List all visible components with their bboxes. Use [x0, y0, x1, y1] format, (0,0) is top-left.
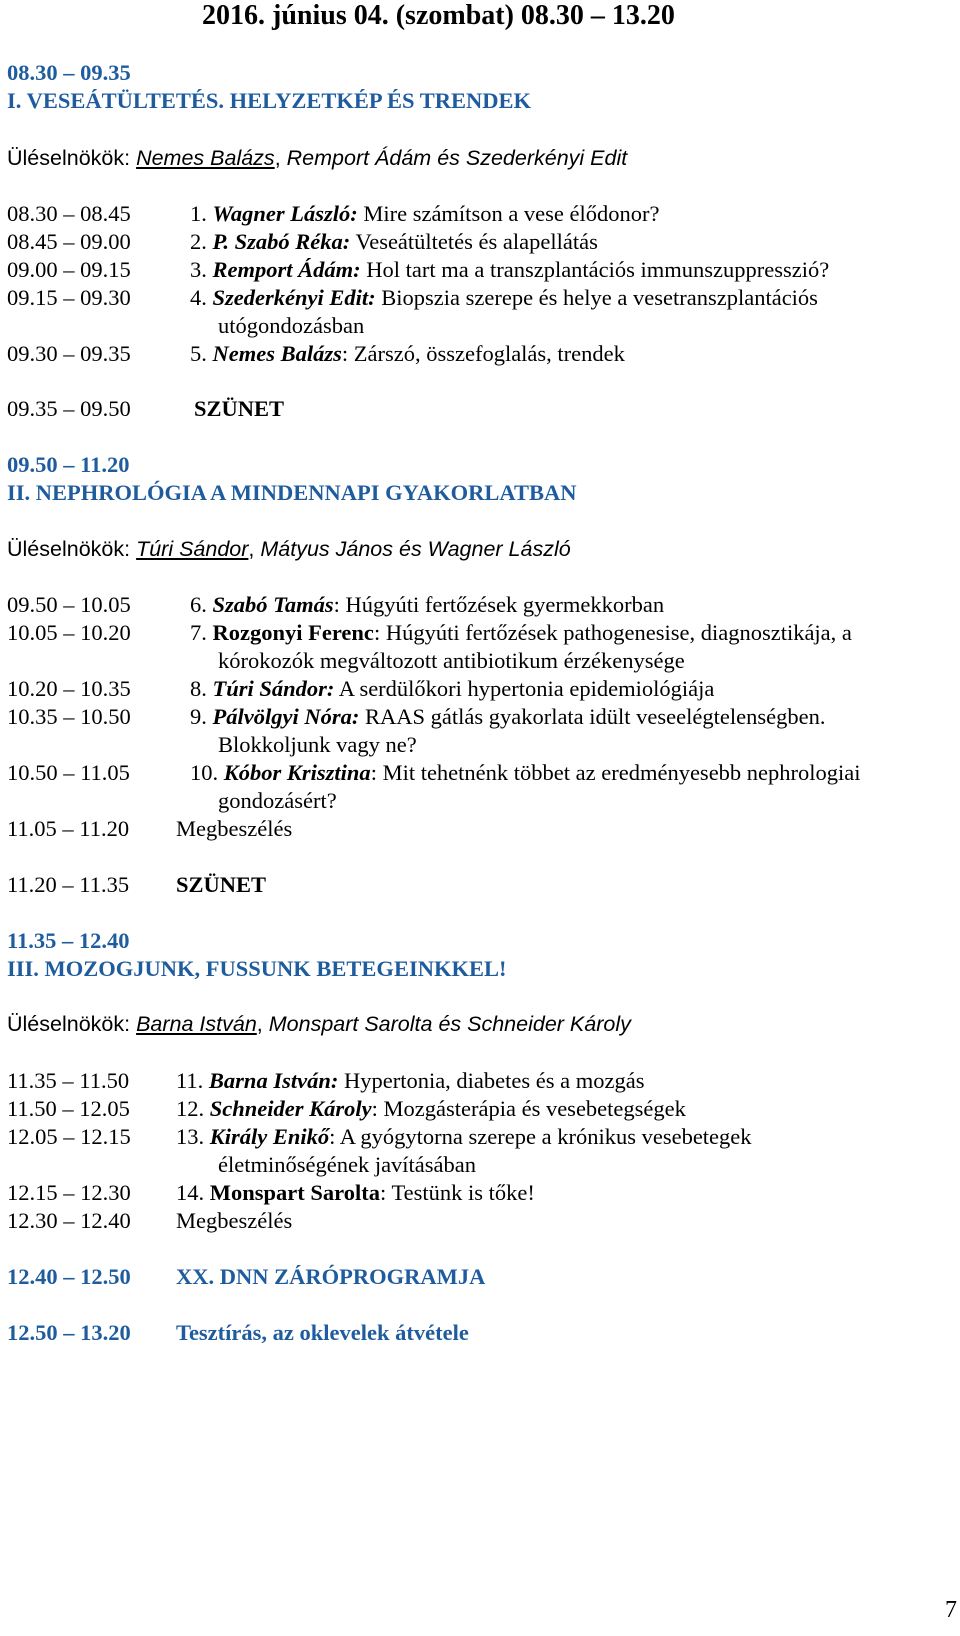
talk-time: 09.50 – 10.05 [7, 592, 131, 617]
chair-others: Mátyus János és Wagner László [260, 537, 571, 561]
talk-time: 08.30 – 08.45 [7, 201, 131, 226]
talk-time: 12.30 – 12.40 [7, 1208, 131, 1233]
section-1-time: 08.30 – 09.35 [7, 60, 131, 85]
talk-title: : A gyógytorna szerepe a krónikus vesebetegek [329, 1124, 752, 1149]
talk-title: Biopszia szerepe és helye a vesetranszplantációs [375, 285, 818, 310]
break-label: SZÜNET [176, 872, 267, 897]
exam-time: 12.50 – 13.20 [7, 1320, 131, 1345]
talk-title: : Testünk is tőke! [379, 1180, 535, 1205]
talk-time: 09.00 – 09.15 [7, 257, 131, 282]
break-time: 09.35 – 09.50 [7, 396, 131, 421]
talk-item: 9. Pálvölgyi Nóra: RAAS gátlás gyakorlata idült veseelégtelenségben. [190, 704, 826, 729]
talk-title-continued: gondozásért? [218, 788, 337, 813]
section-2-chairs: Üléselnökök: Túri Sándor, Mátyus János és Wagner László [7, 537, 571, 561]
exam-label: Tesztírás, az oklevelek átvétele [176, 1320, 469, 1345]
talk-item: 2. P. Szabó Réka: Veseátültetés és alapellátás [190, 229, 598, 254]
talk-item: 7. Rozgonyi Ferenc: Húgyúti fertőzések pathogenesise, diagnosztikája, a [190, 620, 852, 645]
talk-speaker: Remport Ádám: [212, 257, 361, 282]
talk-time: 10.05 – 10.20 [7, 620, 131, 645]
talk-item: 5. Nemes Balázs: Zárszó, összefoglalás, trendek [190, 341, 625, 366]
chairs-prefix: Üléselnökök: [7, 1012, 137, 1036]
talk-title-continued: életminőségének javításában [218, 1152, 477, 1177]
talk-title-continued: kórokozók megváltozott antibiotikum érzékenysége [218, 648, 685, 673]
section-2-time: 09.50 – 11.20 [7, 452, 130, 477]
talk-time: 08.45 – 09.00 [7, 229, 131, 254]
talk-item: 11. Barna István: Hypertonia, diabetes és a mozgás [176, 1068, 645, 1093]
talk-speaker: Kóbor Krisztina [223, 760, 371, 785]
section-2-title: II. NEPHROLÓGIA A MINDENNAPI GYAKORLATBAN [7, 480, 577, 505]
talk-speaker: Túri Sándor: [212, 676, 335, 701]
talk-item: 8. Túri Sándor: A serdülőkori hypertonia epidemiológiája [190, 676, 715, 701]
talk-time: 10.20 – 10.35 [7, 676, 131, 701]
discussion-label: Megbeszélés [176, 1208, 293, 1233]
talk-time: 12.15 – 12.30 [7, 1180, 131, 1205]
chair-others: Monspart Sarolta és Schneider Károly [268, 1012, 631, 1036]
chairs-prefix: Üléselnökök: [7, 537, 137, 561]
talk-title-continued: Blokkoljunk vagy ne? [218, 732, 417, 757]
talk-title: Mire számítson a vese élődonor? [357, 201, 660, 226]
talk-speaker: P. Szabó Réka: [212, 229, 351, 254]
talk-item: 10. Kóbor Krisztina: Mit tehetnénk többet az eredményesebb nephrologiai [190, 760, 861, 785]
talk-title: : Húgyúti fertőzések gyermekkorban [333, 592, 665, 617]
discussion-label: Megbeszélés [176, 816, 293, 841]
talk-time: 10.50 – 11.05 [7, 760, 130, 785]
section-1-chairs: Üléselnökök: Nemes Balázs, Remport Ádám és Szederkényi Edit [7, 146, 628, 170]
talk-title: : Mit tehetnénk többet az eredményesebb nephrologiai [370, 760, 861, 785]
talk-title: Veseátültetés és alapellátás [350, 229, 598, 254]
talk-item: 1. Wagner László: Mire számítson a vese élődonor? [190, 201, 660, 226]
talk-time: 11.35 – 11.50 [7, 1068, 130, 1093]
talk-title: Hypertonia, diabetes és a mozgás [338, 1068, 645, 1093]
program-date-heading: 2016. június 04. (szombat) 08.30 – 13.20 [202, 0, 675, 31]
talk-item: 3. Remport Ádám: Hol tart ma a transzplantációs immunszuppresszió? [190, 257, 830, 282]
talk-title: : Zárszó, összefoglalás, trendek [341, 341, 625, 366]
section-3-chairs: Üléselnökök: Barna István, Monspart Sarolta és Schneider Károly [7, 1012, 631, 1036]
closing-time: 12.40 – 12.50 [7, 1264, 131, 1289]
section-3-title: III. MOZOGJUNK, FUSSUNK BETEGEINKKEL! [7, 956, 507, 981]
break-time: 11.20 – 11.35 [7, 872, 130, 897]
talk-title: : Mozgásterápia és vesebetegségek [371, 1096, 686, 1121]
talk-time: 11.05 – 11.20 [7, 816, 130, 841]
talk-speaker: Wagner László: [212, 201, 358, 226]
break-label: SZÜNET [194, 396, 285, 421]
chair-others: Remport Ádám és Szederkényi Edit [286, 146, 628, 170]
talk-time: 09.15 – 09.30 [7, 285, 131, 310]
talk-time: 12.05 – 12.15 [7, 1124, 131, 1149]
talk-speaker: Barna István: [208, 1068, 339, 1093]
talk-speaker: Nemes Balázs [212, 341, 342, 366]
talk-speaker: Rozgonyi Ferenc [212, 620, 374, 645]
talk-speaker: Schneider Károly [209, 1096, 372, 1121]
chairs-prefix: Üléselnökök: [7, 146, 137, 170]
chair-primary: Barna István [136, 1012, 257, 1036]
section-1-title: I. VESEÁTÜLTETÉS. HELYZETKÉP ÉS TRENDEK [7, 88, 531, 113]
talk-speaker: Szabó Tamás [212, 592, 334, 617]
talk-speaker: Pálvölgyi Nóra: [212, 704, 360, 729]
talk-time: 11.50 – 12.05 [7, 1096, 130, 1121]
talk-item: 14. Monspart Sarolta: Testünk is tőke! [176, 1180, 535, 1205]
talk-time: 09.30 – 09.35 [7, 341, 131, 366]
talk-speaker: Király Enikő [209, 1124, 330, 1149]
talk-time: 10.35 – 10.50 [7, 704, 131, 729]
page-number: 7 [945, 1597, 957, 1623]
talk-item: 6. Szabó Tamás: Húgyúti fertőzések gyermekkorban [190, 592, 665, 617]
closing-label: XX. DNN ZÁRÓPROGRAMJA [176, 1264, 486, 1289]
talk-title: : Húgyúti fertőzések pathogenesise, diagnosztikája, a [373, 620, 852, 645]
talk-item: 4. Szederkényi Edit: Biopszia szerepe és helye a vesetranszplantációs [190, 285, 818, 310]
talk-speaker: Szederkényi Edit: [212, 285, 376, 310]
talk-item: 12. Schneider Károly: Mozgásterápia és vesebetegségek [176, 1096, 686, 1121]
chair-primary: Túri Sándor [136, 537, 249, 561]
talk-speaker: Monspart Sarolta [209, 1180, 380, 1205]
talk-item: 13. Király Enikő: A gyógytorna szerepe a krónikus vesebetegek [176, 1124, 752, 1149]
talk-title-continued: utógondozásban [218, 313, 365, 338]
talk-title: A serdülőkori hypertonia epidemiológiája [334, 676, 715, 701]
chair-primary: Nemes Balázs [136, 146, 275, 170]
talk-title: Hol tart ma a transzplantációs immunszuppresszió? [360, 257, 830, 282]
section-3-time: 11.35 – 12.40 [7, 928, 130, 953]
talk-title: RAAS gátlás gyakorlata idült veseelégtelenségben. [359, 704, 826, 729]
